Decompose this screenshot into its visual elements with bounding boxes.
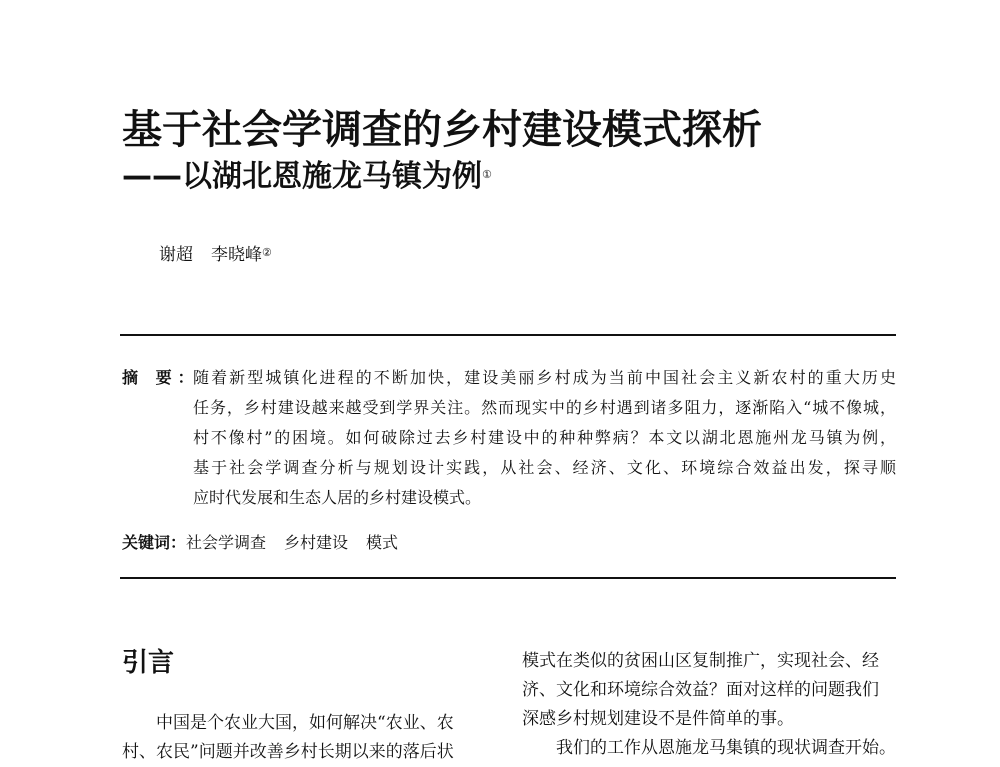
keywords: [122, 531, 398, 555]
body-left-column: [122, 709, 498, 767]
section-heading-introduction: 引言: [122, 648, 175, 678]
body-text-line: 中国是个农业大国，如何解决“农业、农: [156, 713, 454, 733]
paper-title: 基于社会学调查的乡村建设模式探析: [122, 107, 762, 153]
abstract-line: 村不像村”的困境。如何破除过去乡村建设中的种种弊病？本文以湖北恩施州龙马镇为例，: [193, 428, 896, 447]
abstract-label: 摘 要：: [122, 368, 200, 387]
subtitle-text: ——以湖北恩施龙马镇为例: [122, 159, 482, 194]
keywords-label: 关键词：: [122, 533, 187, 552]
abstract-line: 基于社会学调查分析与规划设计实践，从社会、经济、文化、环境综合效益出发，探寻顺: [193, 458, 896, 477]
abstract-line: 任务，乡村建设越来越受到学界关注。然而现实中的乡村遇到诸多阻力，逐渐陷入“城不像城，: [193, 398, 896, 417]
keyword: 乡村建设: [284, 533, 349, 552]
body-text-line: 深感乡村规划建设不是件简单的事。: [522, 709, 794, 729]
abstract-line: 随着新型城镇化进程的不断加快，建设美丽乡村成为当前中国社会主义新农村的重大历史: [193, 368, 896, 387]
author-1: [159, 245, 193, 265]
author-list: [159, 244, 272, 266]
abstract-text: [193, 363, 896, 513]
keyword: 模式: [366, 533, 399, 552]
body-text-line: 我们的工作从恩施龙马集镇的现状调查开始。: [556, 738, 896, 758]
author-name: 李晓峰: [211, 245, 262, 265]
keyword: 社会学调查: [186, 533, 267, 552]
abstract-line: 应时代发展和生态人居的乡村建设模式。: [193, 488, 482, 507]
body-right-column: [522, 647, 897, 763]
author-footnote-mark[interactable]: ②: [262, 246, 272, 259]
body-text-line: 济、文化和环境综合效益？面对这样的问题我们: [522, 680, 879, 700]
subtitle-footnote-mark[interactable]: ①: [482, 168, 492, 181]
paper-subtitle: [122, 160, 492, 194]
abstract-top-rule: [120, 334, 896, 336]
author-2: [211, 245, 272, 265]
author-name: 谢超: [159, 245, 193, 265]
body-text-line: 模式在类似的贫困山区复制推广，实现社会、经: [522, 651, 879, 671]
body-text-line: 村、农民”问题并改善乡村长期以来的落后状: [122, 742, 454, 762]
abstract-bottom-rule: [120, 577, 896, 579]
